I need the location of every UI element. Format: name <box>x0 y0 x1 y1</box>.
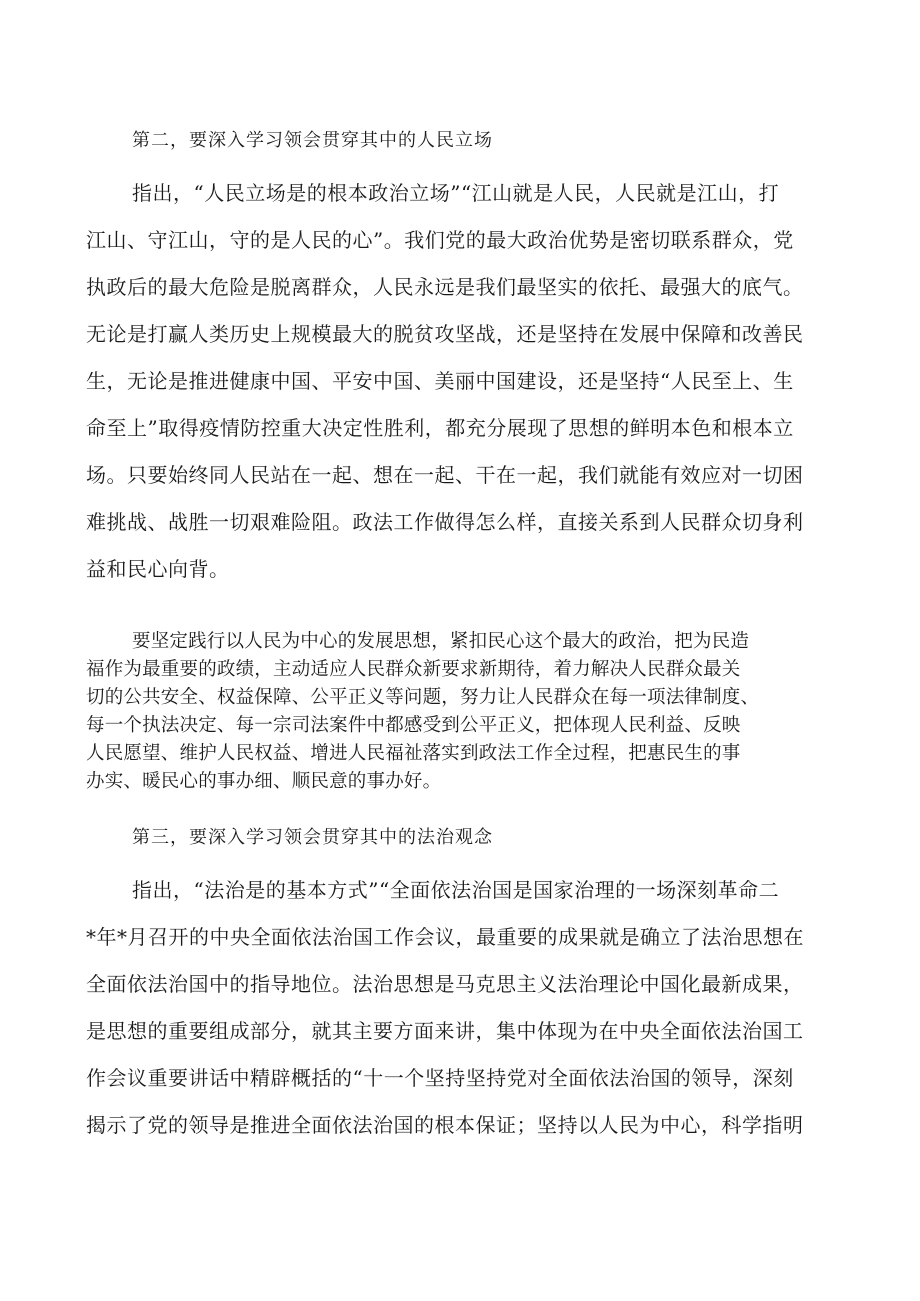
paragraph-line: 江山、守江山，守的是人民的心”。我们党的最大政治优势是密切联系群众，党 <box>86 228 794 252</box>
paragraph-line: 生，无论是推进健康中国、平安中国、美丽中国建设，还是坚持“人民至上、生 <box>86 369 794 393</box>
paragraph-line: 场。只要始终同人民站在一起、想在一起、干在一起，我们就能有效应对一切困 <box>86 463 804 487</box>
paragraph-line: 作会议重要讲话中精辟概括的“十一个坚持坚持党对全面依法治国的领导，深刻 <box>86 1066 794 1090</box>
paragraph-line: 切的公共安全、权益保障、公平正义等问题，努力让人民群众在每一项法律制度、 <box>86 687 760 708</box>
paragraph-line: 揭示了党的领导是推进全面依法治国的根本保证；坚持以人民为中心，科学指明 <box>86 1113 804 1137</box>
paragraph-line: 指出，“法治是的基本方式”“全面依法治国是国家治理的一场深刻革命二 <box>132 878 780 902</box>
section-2-heading: 第二，要深入学习领会贯穿其中的人民立场 <box>132 130 493 151</box>
paragraph-line: 人民愿望、维护人民权益、增进人民福祉落实到政法工作全过程，把惠民生的事 <box>86 743 741 764</box>
paragraph-line: *年*月召开的中央全面依法治国工作会议，最重要的成果就是确立了法治思想在 <box>86 925 804 949</box>
paragraph-line: 执政后的最大危险是脱离群众，人民永远是我们最坚实的依托、最强大的底气。 <box>86 275 804 299</box>
paragraph-line: 全面依法治国中的指导地位。法治思想是马克思主义法治理论中国化最新成果， <box>86 972 804 996</box>
paragraph-line: 每一个执法决定、每一宗司法案件中都感受到公平正义，把体现人民利益、反映 <box>86 715 741 736</box>
paragraph-line: 福作为最重要的政绩，主动适应人民群众新要求新期待，着力解决人民群众最关 <box>86 659 741 680</box>
paragraph-line: 命至上”取得疫情防控重大决定性胜利，都充分展现了思想的鲜明本色和根本立 <box>86 416 794 440</box>
paragraph-line: 无论是打赢人类历史上规模最大的脱贫攻坚战，还是坚持在发展中保障和改善民 <box>86 322 804 346</box>
section-3-heading: 第三，要深入学习领会贯穿其中的法治观念 <box>132 827 493 848</box>
paragraph-line: 难挑战、战胜一切艰难险阻。政法工作做得怎么样，直接关系到人民群众切身利 <box>86 510 804 534</box>
paragraph-line: 益和民心向背。 <box>86 557 230 581</box>
paragraph-line: 是思想的重要组成部分，就其主要方面来讲，集中体现为在中央全面依法治国工 <box>86 1019 804 1043</box>
paragraph-line: 要坚定践行以人民为中心的发展思想，紧扣民心这个最大的政治，把为民造 <box>132 631 750 652</box>
paragraph-line: 指出，“人民立场是的根本政治立场”“江山就是人民，人民就是江山，打 <box>132 181 780 205</box>
paragraph-line: 办实、暖民心的事办细、顺民意的事办好。 <box>86 771 442 792</box>
